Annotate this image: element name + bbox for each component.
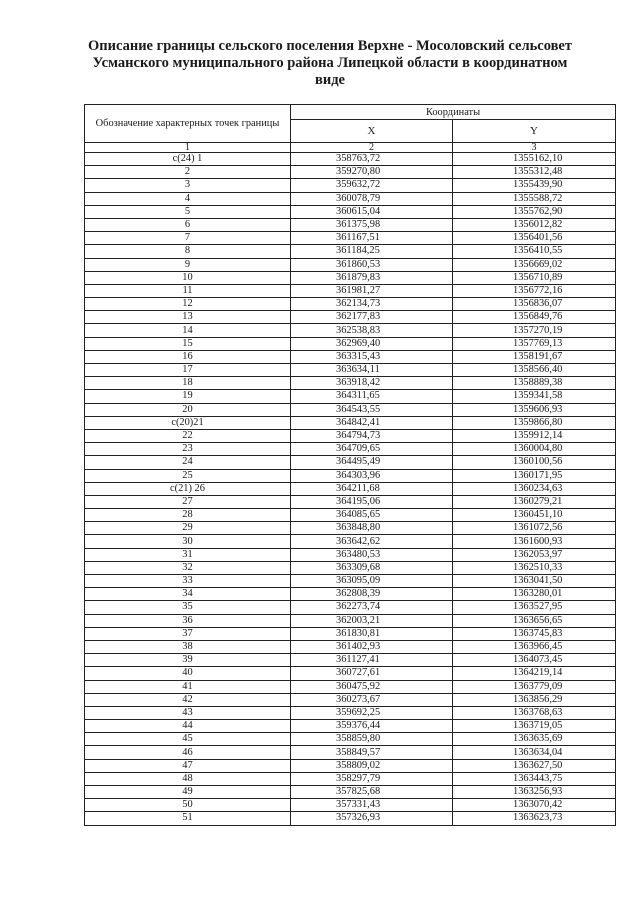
y-coordinate-cell: 1360171,95 bbox=[453, 469, 616, 482]
point-cell: 17 bbox=[85, 364, 291, 377]
table-row bbox=[85, 627, 616, 640]
point-cell: 30 bbox=[85, 535, 291, 548]
point-cell: 2 bbox=[85, 166, 291, 179]
table-body bbox=[85, 153, 616, 826]
table-row bbox=[85, 733, 616, 746]
point-cell: 18 bbox=[85, 377, 291, 390]
point-cell: 12 bbox=[85, 298, 291, 311]
point-cell: 9 bbox=[85, 258, 291, 271]
x-coordinate-cell: 360615,04 bbox=[291, 205, 453, 218]
point-cell: 37 bbox=[85, 627, 291, 640]
table-row bbox=[85, 548, 616, 561]
x-coordinate-cell: 362003,21 bbox=[291, 614, 453, 627]
y-coordinate-cell: 1360234,63 bbox=[453, 482, 616, 495]
point-cell: 11 bbox=[85, 284, 291, 297]
y-coordinate-cell: 1358889,38 bbox=[453, 377, 616, 390]
y-coordinate-cell: 1360100,56 bbox=[453, 456, 616, 469]
table-row bbox=[85, 654, 616, 667]
point-cell: 3 bbox=[85, 179, 291, 192]
point-cell: 29 bbox=[85, 522, 291, 535]
point-cell: 25 bbox=[85, 469, 291, 482]
point-cell: 32 bbox=[85, 561, 291, 574]
y-coordinate-cell: 1356849,76 bbox=[453, 311, 616, 324]
x-coordinate-cell: 361127,41 bbox=[291, 654, 453, 667]
point-cell: 41 bbox=[85, 680, 291, 693]
x-header: X bbox=[291, 120, 453, 143]
y-coordinate-cell: 1364073,45 bbox=[453, 654, 616, 667]
x-coordinate-cell: 358763,72 bbox=[291, 153, 453, 166]
table-row bbox=[85, 364, 616, 377]
x-coordinate-cell: 357326,93 bbox=[291, 812, 453, 825]
y-coordinate-cell: 1359341,58 bbox=[453, 390, 616, 403]
x-coordinate-cell: 361167,51 bbox=[291, 232, 453, 245]
y-coordinate-cell: 1357270,19 bbox=[453, 324, 616, 337]
x-coordinate-cell: 364495,49 bbox=[291, 456, 453, 469]
y-coordinate-cell: 1363779,09 bbox=[453, 680, 616, 693]
table-row bbox=[85, 640, 616, 653]
y-coordinate-cell: 1360279,21 bbox=[453, 495, 616, 508]
x-coordinate-cell: 363095,09 bbox=[291, 575, 453, 588]
y-coordinate-cell: 1359606,93 bbox=[453, 403, 616, 416]
table-row bbox=[85, 535, 616, 548]
table-header bbox=[85, 105, 616, 153]
y-coordinate-cell: 1363966,45 bbox=[453, 640, 616, 653]
point-cell: 40 bbox=[85, 667, 291, 680]
point-cell: 49 bbox=[85, 786, 291, 799]
y-coordinate-cell: 1363627,50 bbox=[453, 759, 616, 772]
point-cell: 42 bbox=[85, 693, 291, 706]
point-cell: 4 bbox=[85, 192, 291, 205]
y-coordinate-cell: 1363041,50 bbox=[453, 575, 616, 588]
point-cell: 16 bbox=[85, 350, 291, 363]
x-coordinate-cell: 362273,74 bbox=[291, 601, 453, 614]
x-coordinate-cell: 364311,65 bbox=[291, 390, 453, 403]
point-cell: 27 bbox=[85, 495, 291, 508]
x-coordinate-cell: 359632,72 bbox=[291, 179, 453, 192]
table-row bbox=[85, 192, 616, 205]
x-coordinate-cell: 363918,42 bbox=[291, 377, 453, 390]
point-cell: 23 bbox=[85, 443, 291, 456]
y-coordinate-cell: 1355588,72 bbox=[453, 192, 616, 205]
point-cell: 14 bbox=[85, 324, 291, 337]
y-coordinate-cell: 1363719,05 bbox=[453, 720, 616, 733]
table-row bbox=[85, 245, 616, 258]
x-coordinate-cell: 358849,57 bbox=[291, 746, 453, 759]
x-coordinate-cell: 363848,80 bbox=[291, 522, 453, 535]
table-row bbox=[85, 284, 616, 297]
x-coordinate-cell: 358297,79 bbox=[291, 772, 453, 785]
y-coordinate-cell: 1362053,97 bbox=[453, 548, 616, 561]
point-cell: 22 bbox=[85, 429, 291, 442]
table-row bbox=[85, 482, 616, 495]
x-coordinate-cell: 361981,27 bbox=[291, 284, 453, 297]
point-cell: 15 bbox=[85, 337, 291, 350]
point-cell: 38 bbox=[85, 640, 291, 653]
column-number-1: 1 bbox=[85, 143, 291, 153]
point-cell: 51 bbox=[85, 812, 291, 825]
table-row bbox=[85, 746, 616, 759]
table-row bbox=[85, 153, 616, 166]
y-header: Y bbox=[453, 120, 616, 143]
x-coordinate-cell: 363634,11 bbox=[291, 364, 453, 377]
y-coordinate-cell: 1361072,56 bbox=[453, 522, 616, 535]
x-coordinate-cell: 362538,83 bbox=[291, 324, 453, 337]
point-cell: 45 bbox=[85, 733, 291, 746]
y-coordinate-cell: 1363527,95 bbox=[453, 601, 616, 614]
x-coordinate-cell: 363315,43 bbox=[291, 350, 453, 363]
y-coordinate-cell: 1355439,90 bbox=[453, 179, 616, 192]
table-row bbox=[85, 443, 616, 456]
column-number-2: 2 bbox=[291, 143, 453, 153]
point-cell: с(24) 1 bbox=[85, 153, 291, 166]
table-row bbox=[85, 179, 616, 192]
table-row bbox=[85, 298, 616, 311]
x-coordinate-cell: 364543,55 bbox=[291, 403, 453, 416]
point-cell: 34 bbox=[85, 588, 291, 601]
coordinates-header: Координаты bbox=[291, 105, 616, 120]
table-row bbox=[85, 561, 616, 574]
point-cell: 13 bbox=[85, 311, 291, 324]
x-coordinate-cell: 361830,81 bbox=[291, 627, 453, 640]
title-line-1: Описание границы сельского поселения Верхне - Мосоловский сельсовет bbox=[88, 38, 572, 54]
y-coordinate-cell: 1356772,16 bbox=[453, 284, 616, 297]
x-coordinate-cell: 363642,62 bbox=[291, 535, 453, 548]
title-line-2: Усманского муниципального района Липецкой области в координатном bbox=[92, 55, 568, 71]
x-coordinate-cell: 364211,68 bbox=[291, 482, 453, 495]
table-row bbox=[85, 324, 616, 337]
point-cell: 43 bbox=[85, 706, 291, 719]
table-row bbox=[85, 232, 616, 245]
y-coordinate-cell: 1356401,56 bbox=[453, 232, 616, 245]
x-coordinate-cell: 362808,39 bbox=[291, 588, 453, 601]
y-coordinate-cell: 1363280,01 bbox=[453, 588, 616, 601]
y-coordinate-cell: 1356836,07 bbox=[453, 298, 616, 311]
y-coordinate-cell: 1356669,02 bbox=[453, 258, 616, 271]
x-coordinate-cell: 362969,40 bbox=[291, 337, 453, 350]
y-coordinate-cell: 1355312,48 bbox=[453, 166, 616, 179]
x-coordinate-cell: 359376,44 bbox=[291, 720, 453, 733]
x-coordinate-cell: 363309,68 bbox=[291, 561, 453, 574]
point-cell: 33 bbox=[85, 575, 291, 588]
y-coordinate-cell: 1361600,93 bbox=[453, 535, 616, 548]
x-coordinate-cell: 362134,73 bbox=[291, 298, 453, 311]
table-row bbox=[85, 614, 616, 627]
y-coordinate-cell: 1356710,89 bbox=[453, 271, 616, 284]
table-row bbox=[85, 522, 616, 535]
y-coordinate-cell: 1358191,67 bbox=[453, 350, 616, 363]
point-cell: 20 bbox=[85, 403, 291, 416]
table-row bbox=[85, 495, 616, 508]
table-row bbox=[85, 311, 616, 324]
table-row bbox=[85, 786, 616, 799]
y-coordinate-cell: 1360004,80 bbox=[453, 443, 616, 456]
column-number-3: 3 bbox=[453, 143, 616, 153]
y-coordinate-cell: 1356410,55 bbox=[453, 245, 616, 258]
table-row bbox=[85, 509, 616, 522]
point-cell: 46 bbox=[85, 746, 291, 759]
y-coordinate-cell: 1363856,29 bbox=[453, 693, 616, 706]
y-coordinate-cell: 1362510,33 bbox=[453, 561, 616, 574]
y-coordinate-cell: 1363768,63 bbox=[453, 706, 616, 719]
y-coordinate-cell: 1364219,14 bbox=[453, 667, 616, 680]
table-row bbox=[85, 337, 616, 350]
table-row bbox=[85, 601, 616, 614]
table-row bbox=[85, 759, 616, 772]
x-coordinate-cell: 364842,41 bbox=[291, 416, 453, 429]
table-row bbox=[85, 166, 616, 179]
title-line-3: виде bbox=[315, 72, 345, 88]
y-coordinate-cell: 1363070,42 bbox=[453, 799, 616, 812]
table-row bbox=[85, 693, 616, 706]
y-coordinate-cell: 1359866,80 bbox=[453, 416, 616, 429]
x-coordinate-cell: 361375,98 bbox=[291, 218, 453, 231]
point-cell: 50 bbox=[85, 799, 291, 812]
x-coordinate-cell: 357331,43 bbox=[291, 799, 453, 812]
coordinates-table bbox=[84, 104, 616, 826]
y-coordinate-cell: 1363745,83 bbox=[453, 627, 616, 640]
y-coordinate-cell: 1363443,75 bbox=[453, 772, 616, 785]
x-coordinate-cell: 358859,80 bbox=[291, 733, 453, 746]
x-coordinate-cell: 362177,83 bbox=[291, 311, 453, 324]
y-coordinate-cell: 1363256,93 bbox=[453, 786, 616, 799]
point-cell: 19 bbox=[85, 390, 291, 403]
table-row bbox=[85, 772, 616, 785]
x-coordinate-cell: 361860,53 bbox=[291, 258, 453, 271]
y-coordinate-cell: 1363635,69 bbox=[453, 733, 616, 746]
table-row bbox=[85, 667, 616, 680]
x-coordinate-cell: 360078,79 bbox=[291, 192, 453, 205]
x-coordinate-cell: 359692,25 bbox=[291, 706, 453, 719]
x-coordinate-cell: 360727,61 bbox=[291, 667, 453, 680]
point-cell: 48 bbox=[85, 772, 291, 785]
y-coordinate-cell: 1363623,73 bbox=[453, 812, 616, 825]
x-coordinate-cell: 357825,68 bbox=[291, 786, 453, 799]
table-row bbox=[85, 205, 616, 218]
y-coordinate-cell: 1356012,82 bbox=[453, 218, 616, 231]
point-cell: с(21) 26 bbox=[85, 482, 291, 495]
y-coordinate-cell: 1355762,90 bbox=[453, 205, 616, 218]
point-designation-header: Обозначение характерных точек границы bbox=[85, 105, 291, 143]
x-coordinate-cell: 363480,53 bbox=[291, 548, 453, 561]
y-coordinate-cell: 1359912,14 bbox=[453, 429, 616, 442]
x-coordinate-cell: 359270,80 bbox=[291, 166, 453, 179]
table-row bbox=[85, 799, 616, 812]
x-coordinate-cell: 364195,06 bbox=[291, 495, 453, 508]
table-row bbox=[85, 469, 616, 482]
x-coordinate-cell: 361402,93 bbox=[291, 640, 453, 653]
table-row bbox=[85, 258, 616, 271]
point-cell: 39 bbox=[85, 654, 291, 667]
table-row bbox=[85, 403, 616, 416]
table-row bbox=[85, 575, 616, 588]
point-cell: 6 bbox=[85, 218, 291, 231]
table-row bbox=[85, 720, 616, 733]
table-row bbox=[85, 812, 616, 825]
point-cell: 36 bbox=[85, 614, 291, 627]
table-row bbox=[85, 588, 616, 601]
x-coordinate-cell: 360475,92 bbox=[291, 680, 453, 693]
table-row bbox=[85, 390, 616, 403]
x-coordinate-cell: 364085,65 bbox=[291, 509, 453, 522]
table-row bbox=[85, 350, 616, 363]
y-coordinate-cell: 1358566,40 bbox=[453, 364, 616, 377]
point-cell: 28 bbox=[85, 509, 291, 522]
table-row bbox=[85, 271, 616, 284]
point-cell: с(20)21 bbox=[85, 416, 291, 429]
point-cell: 35 bbox=[85, 601, 291, 614]
point-cell: 24 bbox=[85, 456, 291, 469]
x-coordinate-cell: 364303,96 bbox=[291, 469, 453, 482]
x-coordinate-cell: 364709,65 bbox=[291, 443, 453, 456]
document-title bbox=[70, 38, 590, 89]
table-row bbox=[85, 429, 616, 442]
table-row bbox=[85, 377, 616, 390]
y-coordinate-cell: 1357769,13 bbox=[453, 337, 616, 350]
point-cell: 31 bbox=[85, 548, 291, 561]
x-coordinate-cell: 361879,83 bbox=[291, 271, 453, 284]
table-row bbox=[85, 706, 616, 719]
y-coordinate-cell: 1363634,04 bbox=[453, 746, 616, 759]
table-row bbox=[85, 456, 616, 469]
point-cell: 44 bbox=[85, 720, 291, 733]
x-coordinate-cell: 358809,02 bbox=[291, 759, 453, 772]
y-coordinate-cell: 1355162,10 bbox=[453, 153, 616, 166]
point-cell: 10 bbox=[85, 271, 291, 284]
y-coordinate-cell: 1360451,10 bbox=[453, 509, 616, 522]
x-coordinate-cell: 360273,67 bbox=[291, 693, 453, 706]
table-row bbox=[85, 416, 616, 429]
point-cell: 47 bbox=[85, 759, 291, 772]
x-coordinate-cell: 364794,73 bbox=[291, 429, 453, 442]
table-row bbox=[85, 218, 616, 231]
point-cell: 5 bbox=[85, 205, 291, 218]
point-cell: 7 bbox=[85, 232, 291, 245]
table-row bbox=[85, 680, 616, 693]
x-coordinate-cell: 361184,25 bbox=[291, 245, 453, 258]
point-cell: 8 bbox=[85, 245, 291, 258]
y-coordinate-cell: 1363656,65 bbox=[453, 614, 616, 627]
